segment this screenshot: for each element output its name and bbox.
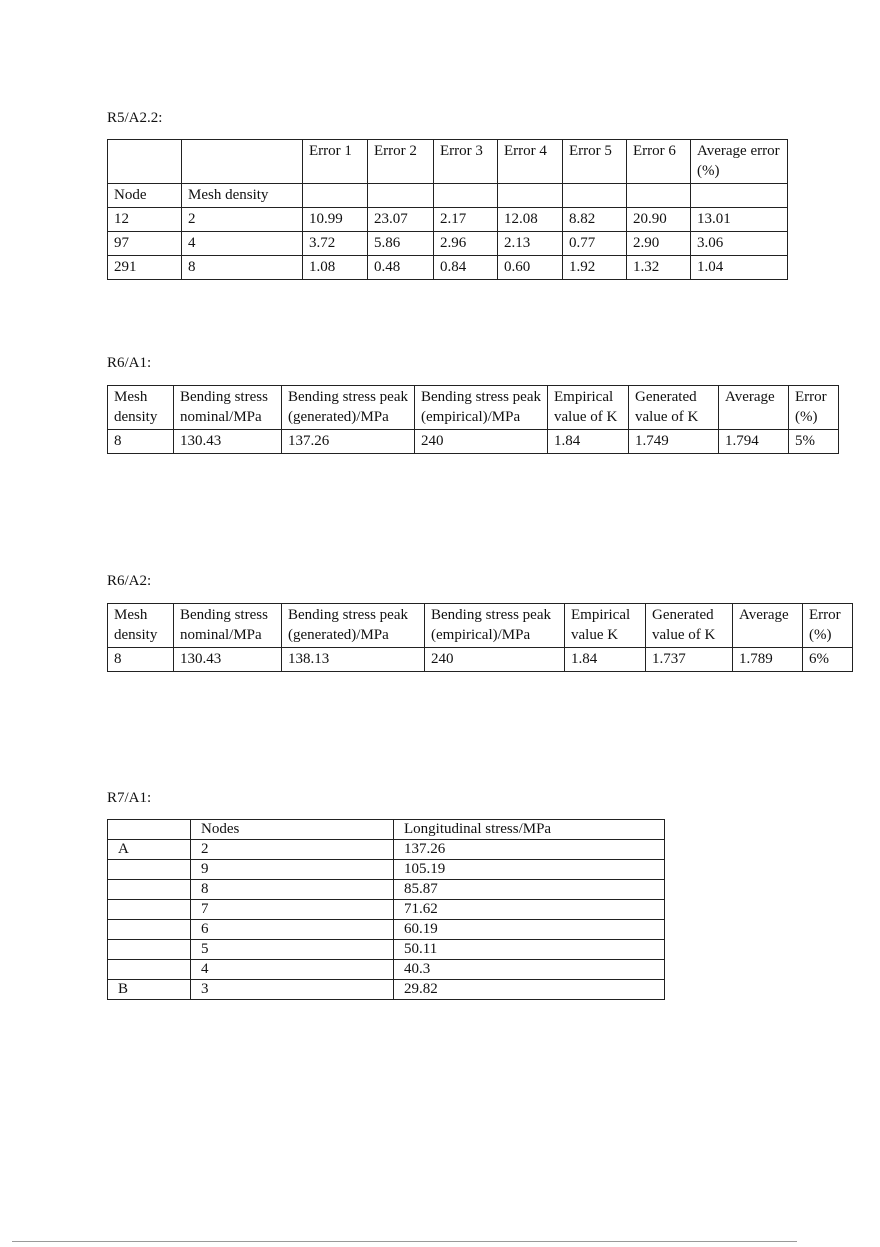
table-cell: 12 [108,208,182,232]
table-cell: 8 [182,256,303,280]
table-cell [108,860,191,880]
table-cell: 60.19 [394,920,665,940]
table-cell: 8 [108,648,174,672]
column-header: Average [719,386,789,430]
section-heading-r6a2: R6/A2: [107,573,152,589]
column-header: Bending stress peak (generated)/MPa [282,386,415,430]
column-header: Mesh density [182,184,303,208]
table-cell: 5% [789,430,839,454]
column-header: Generated value of K [646,604,733,648]
table-row [108,880,665,900]
column-header: Bending stress peak (empirical)/MPa [425,604,565,648]
table-cell: 0.84 [434,256,498,280]
column-header: Error 3 [434,140,498,184]
table-cell: 130.43 [174,648,282,672]
column-header: Bending stress nominal/MPa [174,386,282,430]
column-header: Empirical value K [565,604,646,648]
table-cell: 50.11 [394,940,665,960]
column-header: Bending stress peak (empirical)/MPa [415,386,548,430]
table-cell [434,184,498,208]
column-header: Error 4 [498,140,563,184]
table-cell: 4 [182,232,303,256]
table-cell: 138.13 [282,648,425,672]
table-cell [108,820,191,840]
table-row [108,256,788,280]
column-header: Error 6 [627,140,691,184]
column-header: Bending stress peak (generated)/MPa [282,604,425,648]
table-row [108,232,788,256]
table-cell: 10.99 [303,208,368,232]
column-header: Error 1 [303,140,368,184]
table-cell: 3.06 [691,232,788,256]
table-cell: 2.96 [434,232,498,256]
table-cell [303,184,368,208]
table-cell: 2.13 [498,232,563,256]
table-cell: 5 [191,940,394,960]
table-row [108,900,665,920]
column-header: Error (%) [803,604,853,648]
section-heading-r7a1: R7/A1: [107,790,152,806]
table-cell [108,960,191,980]
table-cell: 1.794 [719,430,789,454]
table-cell [627,184,691,208]
table-header-row [108,184,788,208]
table-cell: 1.789 [733,648,803,672]
column-header: Error 2 [368,140,434,184]
table-cell: 137.26 [394,840,665,860]
table-cell: 2.90 [627,232,691,256]
table-cell: 1.749 [629,430,719,454]
section-heading-r6a1: R6/A1: [107,355,152,371]
column-header: Nodes [191,820,394,840]
table-cell: 2 [182,208,303,232]
column-header: Empirical value of K [548,386,629,430]
table-cell: 12.08 [498,208,563,232]
table-cell: A [108,840,191,860]
table-cell: 105.19 [394,860,665,880]
table-header-row [108,820,665,840]
table-row [108,940,665,960]
error-table-r5a22 [107,139,788,280]
table-cell: 5.86 [368,232,434,256]
column-header: Generated value of K [629,386,719,430]
column-header: Bending stress nominal/MPa [174,604,282,648]
table-row [108,648,853,672]
table-cell [182,140,303,184]
table-cell: 1.84 [565,648,646,672]
section-heading-r5a22: R5/A2.2: [107,110,163,126]
table-cell [108,900,191,920]
table-cell [691,184,788,208]
column-header: Longitudinal stress/MPa [394,820,665,840]
table-cell: 6% [803,648,853,672]
table-cell: 1.08 [303,256,368,280]
table-cell [368,184,434,208]
table-cell: 3.72 [303,232,368,256]
table-cell: 1.84 [548,430,629,454]
stress-table-r6a2 [107,603,853,672]
table-row [108,208,788,232]
table-row [108,920,665,940]
table-row [108,960,665,980]
table-cell: 71.62 [394,900,665,920]
table-cell [563,184,627,208]
table-cell: 1.04 [691,256,788,280]
table-cell [108,880,191,900]
table-cell [108,940,191,960]
table-cell: 4 [191,960,394,980]
table-cell: 240 [425,648,565,672]
table-row [108,980,665,1000]
table-cell: 291 [108,256,182,280]
table-cell: 2.17 [434,208,498,232]
table-cell: 137.26 [282,430,415,454]
table-row [108,840,665,860]
table-cell: 8.82 [563,208,627,232]
column-header: Average error (%) [691,140,788,184]
table-cell: 97 [108,232,182,256]
table-cell: 8 [108,430,174,454]
table-row [108,860,665,880]
table-cell: 7 [191,900,394,920]
table-cell: 8 [191,880,394,900]
column-header: Error 5 [563,140,627,184]
column-header: Mesh density [108,604,174,648]
table-cell: 1.737 [646,648,733,672]
table-cell: 0.77 [563,232,627,256]
table-header-row [108,386,839,430]
table-cell: 240 [415,430,548,454]
column-header: Mesh density [108,386,174,430]
table-cell: B [108,980,191,1000]
stress-table-r6a1 [107,385,839,454]
table-cell: 40.3 [394,960,665,980]
table-header-row [108,604,853,648]
longitudinal-stress-table-r7a1 [107,819,665,1000]
footer-divider [12,1241,797,1242]
table-cell [498,184,563,208]
column-header: Node [108,184,182,208]
table-cell: 20.90 [627,208,691,232]
table-cell: 6 [191,920,394,940]
table-cell: 3 [191,980,394,1000]
table-row [108,430,839,454]
table-cell: 0.48 [368,256,434,280]
table-cell: 1.32 [627,256,691,280]
table-cell: 2 [191,840,394,860]
column-header: Average [733,604,803,648]
table-cell: 29.82 [394,980,665,1000]
table-cell: 13.01 [691,208,788,232]
table-cell: 85.87 [394,880,665,900]
table-cell: 0.60 [498,256,563,280]
table-header-row [108,140,788,184]
table-cell [108,920,191,940]
table-cell: 9 [191,860,394,880]
table-cell: 1.92 [563,256,627,280]
table-cell: 130.43 [174,430,282,454]
table-cell [108,140,182,184]
table-cell: 23.07 [368,208,434,232]
column-header: Error (%) [789,386,839,430]
